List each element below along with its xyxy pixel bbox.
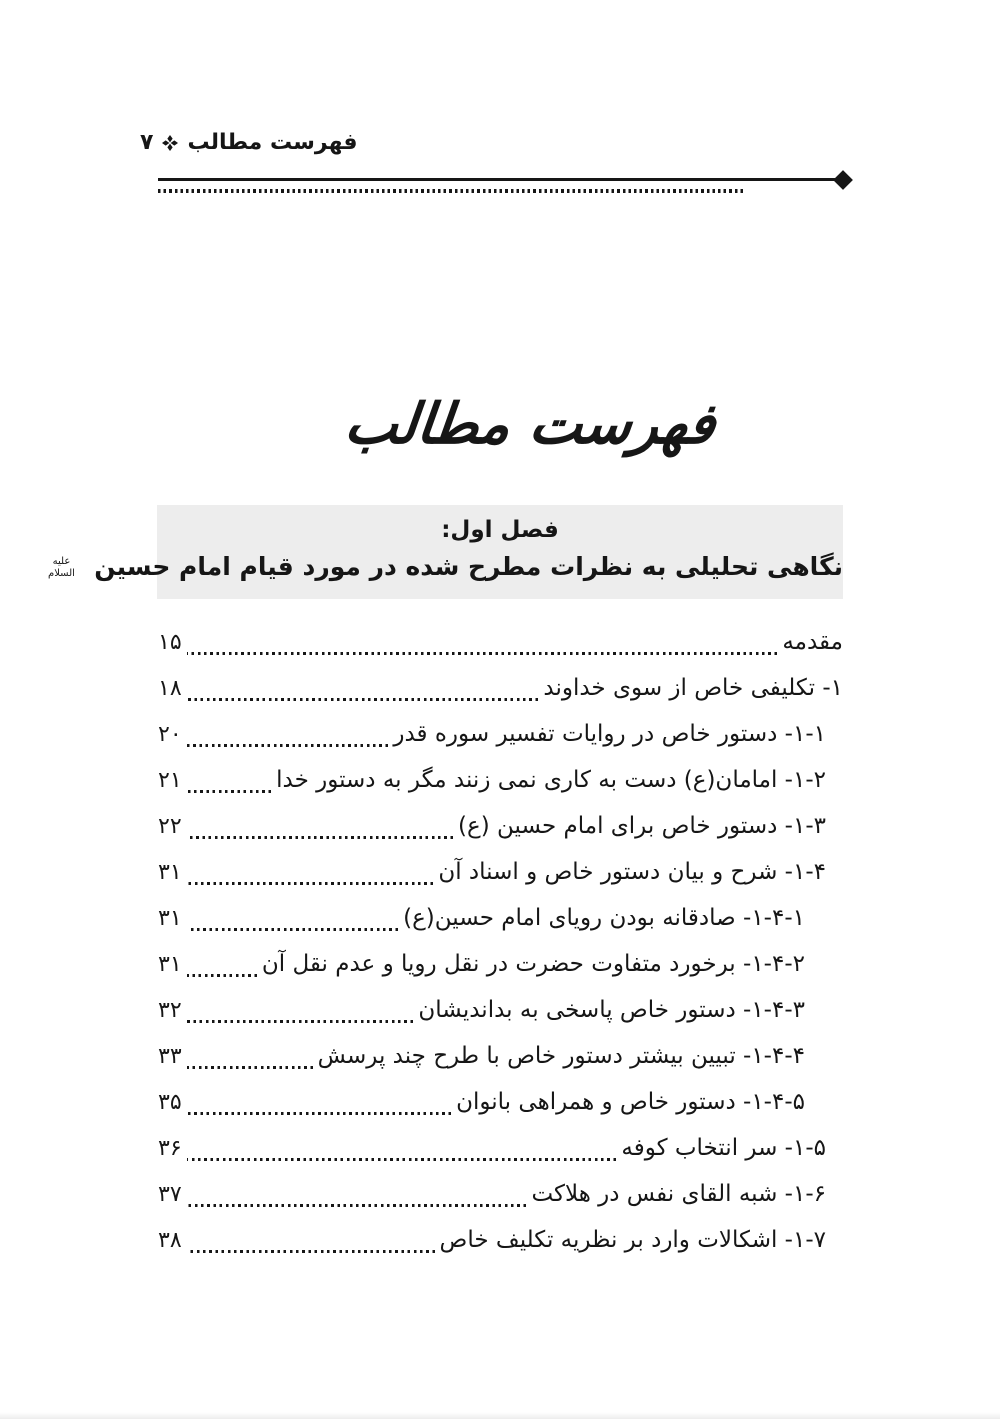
toc-entry [158, 1033, 843, 1079]
toc-entry-title: مقدمه [782, 629, 843, 655]
toc-entry [158, 1171, 843, 1217]
chapter-box [48, 505, 843, 599]
toc-entry-title: ۱-۴-۴- تبیین بیشتر دستور خاص با طرح چند پرسش [317, 1043, 805, 1069]
toc-entry-title: ۱-۶- شبه القای نفس در هلاکت [531, 1181, 826, 1207]
toc-entry-title: ۱- تکلیفی خاص از سوی خداوند [543, 675, 843, 701]
toc-leader-dots [187, 1066, 313, 1069]
toc-entry-title: ۱-۴-۵- دستور خاص و همراهی بانوان [456, 1089, 805, 1115]
toc-entry-page: ۳۳ [158, 1043, 182, 1069]
toc-entry [158, 895, 843, 941]
toc-entry-page: ۳۵ [158, 1089, 182, 1115]
running-head-title: فهرست مطالب [187, 130, 358, 155]
toc-entry-title: ۱-۵- سر انتخاب کوفه [621, 1135, 826, 1161]
header-dotted-rule [158, 189, 743, 193]
toc-entry [158, 1079, 843, 1125]
running-head [140, 130, 358, 155]
toc-entry-title: ۱-۴-۱- صادقانه بودن رویای امام حسین(ع) [403, 905, 805, 931]
toc-leader-dots [187, 1250, 435, 1253]
toc-leader-dots [187, 1112, 451, 1115]
toc-entry [158, 803, 843, 849]
toc-leader-dots [187, 928, 398, 931]
toc-entry-page: ۳۱ [158, 951, 182, 977]
honorific-mark: علیه السلام [48, 556, 75, 579]
toc-entry-title: ۱-۴- شرح و بیان دستور خاص و اسناد آن [438, 859, 826, 885]
toc-entry-title: ۱-۴-۳- دستور خاص پاسخی به بداندیشان [418, 997, 805, 1023]
toc-leader-dots [187, 882, 434, 885]
toc-leader-dots [187, 1020, 414, 1023]
toc-entry-page: ۳۱ [158, 905, 182, 931]
toc-entry-page: ۲۰ [158, 721, 182, 747]
page-bottom-shadow [0, 1412, 1000, 1419]
chapter-title [48, 551, 843, 582]
toc-entry-page: ۳۱ [158, 859, 182, 885]
toc-entry-page: ۳۷ [158, 1181, 182, 1207]
toc-leader-dots [187, 1158, 617, 1161]
toc-entry-title: ۱-۴-۲- برخورد متفاوت حضرت در نقل رویا و عدم نقل آن [261, 951, 805, 977]
toc-entry-page: ۳۶ [158, 1135, 182, 1161]
toc-entry-title: ۱-۷- اشکالات وارد بر نظریه تکلیف خاص [439, 1227, 826, 1253]
toc-leader-dots [187, 1204, 527, 1207]
chapter-title-text: نگاهی تحلیلی به نظرات مطرح شده در مورد قیام امام حسین [94, 551, 843, 581]
toc-entry [158, 987, 843, 1033]
toc-entry [158, 711, 843, 757]
header-rule [158, 178, 843, 181]
toc-leader-dots [187, 744, 389, 747]
florette-icon [162, 135, 178, 151]
toc-leader-dots [187, 698, 539, 701]
toc-entry-page: ۲۲ [158, 813, 182, 839]
toc-entry-page: ۱۸ [158, 675, 182, 701]
chapter-label: فصل اول: [441, 517, 559, 543]
toc-entry-title: ۱-۱- دستور خاص در روایات تفسیر سوره قدر [393, 721, 826, 747]
toc-entry [158, 665, 843, 711]
toc-entry-title: ۱-۳- دستور خاص برای امام حسین (ع) [458, 813, 826, 839]
toc-leader-dots [187, 974, 257, 977]
toc-list [158, 619, 843, 1263]
toc-leader-dots [187, 836, 453, 839]
toc-entry [158, 619, 843, 665]
toc-entry-title: ۱-۲- امامان(ع) دست به کاری نمی زنند مگر به دستور خدا [276, 767, 826, 793]
diamond-icon [833, 170, 853, 190]
toc-leader-dots [187, 652, 778, 655]
toc-entry-page: ۳۲ [158, 997, 182, 1023]
toc-entry-page: ۲۱ [158, 767, 182, 793]
page-title: فهرست مطالب [341, 392, 719, 457]
toc-entry-page: ۳۸ [158, 1227, 182, 1253]
toc-leader-dots [187, 790, 271, 793]
toc-entry [158, 849, 843, 895]
toc-entry [158, 1125, 843, 1171]
toc-entry-page: ۱۵ [158, 629, 182, 655]
toc-entry [158, 1217, 843, 1263]
toc-entry [158, 757, 843, 803]
toc-entry [158, 941, 843, 987]
running-head-page-number: ۷ [140, 130, 154, 155]
